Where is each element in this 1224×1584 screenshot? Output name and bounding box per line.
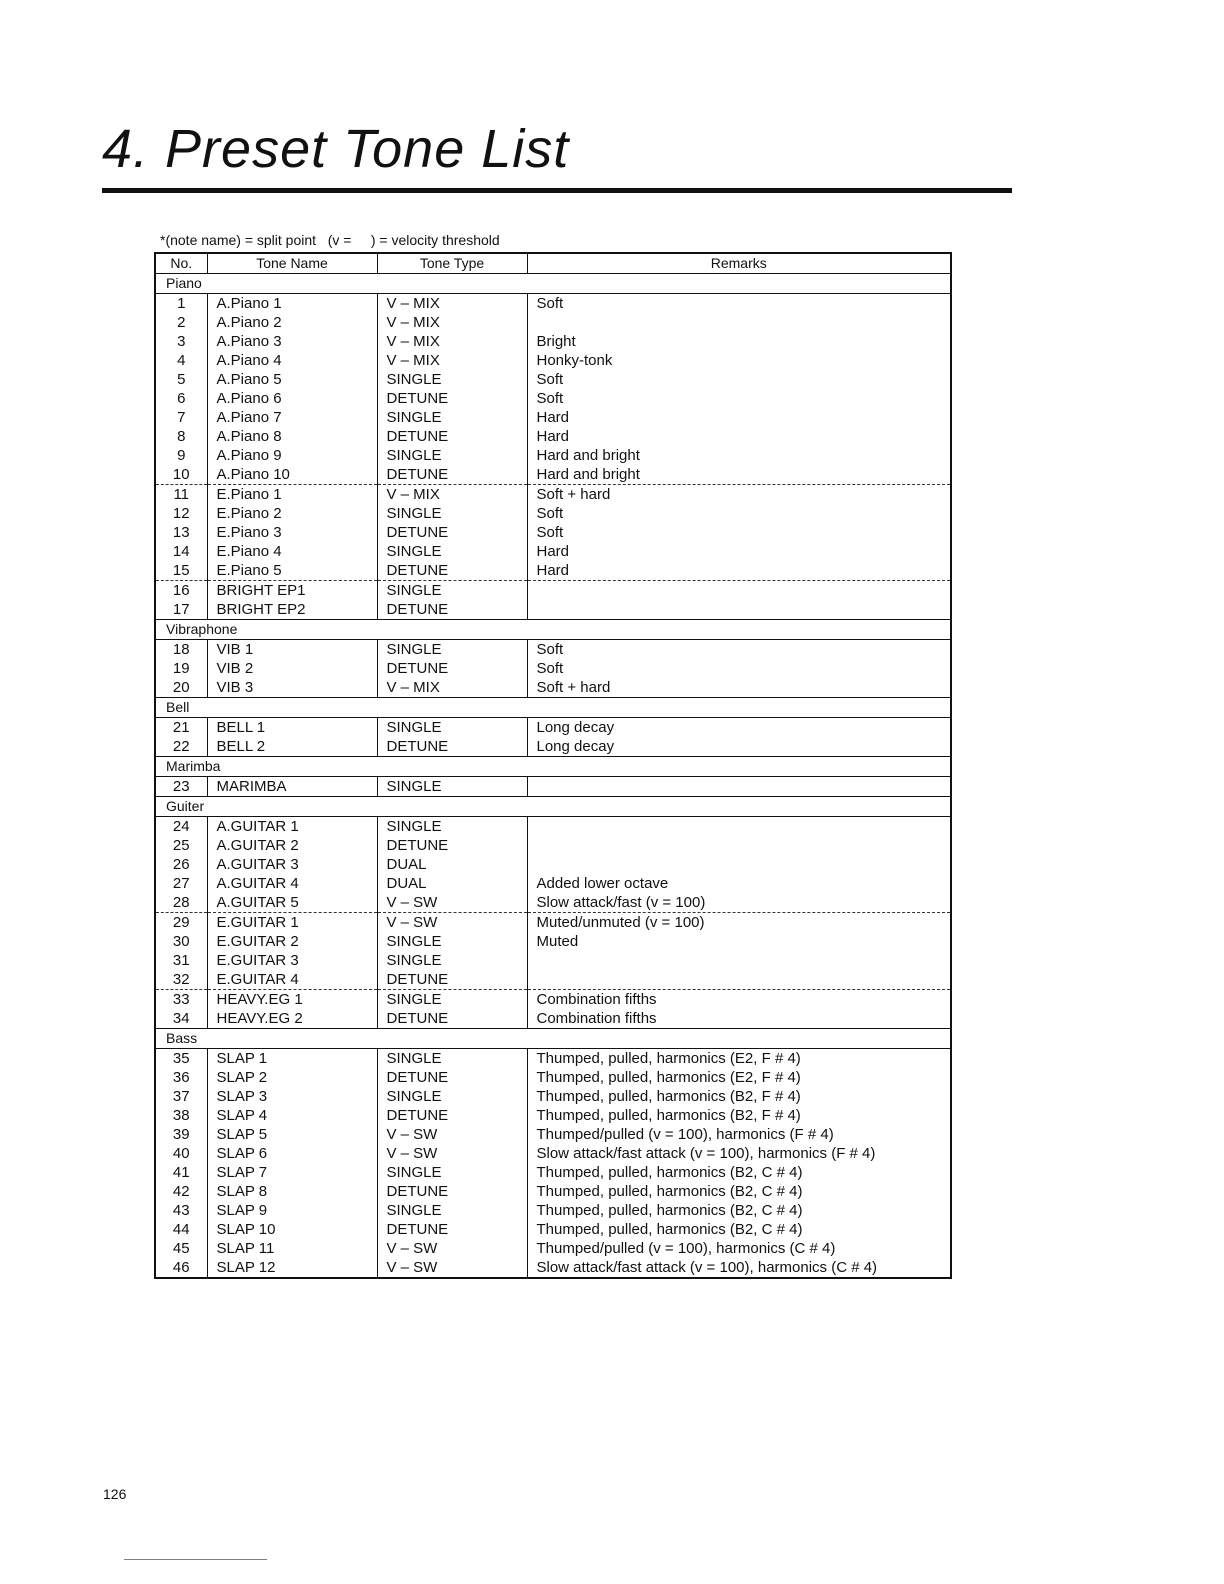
tone-remarks: Thumped, pulled, harmonics (B2, C # 4) bbox=[527, 1220, 951, 1239]
tone-number: 2 bbox=[177, 314, 186, 331]
table-row bbox=[155, 427, 951, 446]
table-row bbox=[155, 855, 951, 874]
table-header-row bbox=[155, 253, 951, 274]
tone-remarks: Added lower octave bbox=[527, 874, 951, 893]
tone-name: BRIGHT EP1 bbox=[207, 581, 377, 601]
tone-remarks bbox=[527, 581, 951, 601]
table-row bbox=[155, 294, 951, 314]
table-row bbox=[155, 874, 951, 893]
tone-number: 9 bbox=[177, 447, 186, 464]
tone-type: SINGLE bbox=[377, 1201, 527, 1220]
tone-type: SINGLE bbox=[377, 504, 527, 523]
tone-name: A.Piano 10 bbox=[207, 465, 377, 485]
tone-number: 38 bbox=[172, 1107, 190, 1124]
table-row bbox=[155, 504, 951, 523]
tone-number: 27 bbox=[172, 875, 190, 892]
table-row bbox=[155, 1087, 951, 1106]
category-row bbox=[155, 698, 951, 718]
header-tone-name: Tone Name bbox=[207, 253, 377, 274]
tone-number: 19 bbox=[172, 660, 190, 677]
tone-number: 30 bbox=[172, 933, 190, 950]
tone-name: E.GUITAR 2 bbox=[207, 932, 377, 951]
preset-tone-table bbox=[154, 252, 952, 1279]
category-row bbox=[155, 797, 951, 817]
category-row bbox=[155, 757, 951, 777]
tone-remarks: Thumped, pulled, harmonics (B2, C # 4) bbox=[527, 1201, 951, 1220]
tone-number: 8 bbox=[177, 428, 186, 445]
tone-number: 37 bbox=[172, 1088, 190, 1105]
tone-remarks bbox=[527, 855, 951, 874]
tone-name: E.Piano 2 bbox=[207, 504, 377, 523]
tone-remarks: Soft bbox=[527, 370, 951, 389]
tone-type: DUAL bbox=[377, 874, 527, 893]
tone-number: 5 bbox=[177, 371, 186, 388]
tone-remarks: Long decay bbox=[527, 737, 951, 757]
tone-name: SLAP 5 bbox=[207, 1125, 377, 1144]
tone-name: SLAP 8 bbox=[207, 1182, 377, 1201]
page-title: 4. Preset Tone List bbox=[102, 119, 570, 179]
tone-name: VIB 3 bbox=[207, 678, 377, 698]
tone-name: BELL 1 bbox=[207, 718, 377, 738]
tone-remarks bbox=[527, 836, 951, 855]
tone-type: DETUNE bbox=[377, 836, 527, 855]
tone-remarks: Soft bbox=[527, 523, 951, 542]
tone-type: SINGLE bbox=[377, 446, 527, 465]
table-row bbox=[155, 561, 951, 581]
tone-name: SLAP 11 bbox=[207, 1239, 377, 1258]
tone-name: A.GUITAR 3 bbox=[207, 855, 377, 874]
tone-type: V – MIX bbox=[377, 678, 527, 698]
tone-type: SINGLE bbox=[377, 951, 527, 970]
tone-number: 43 bbox=[172, 1202, 190, 1219]
table-row bbox=[155, 990, 951, 1010]
tone-type: DUAL bbox=[377, 855, 527, 874]
tone-number: 6 bbox=[177, 390, 186, 407]
table-row bbox=[155, 1125, 951, 1144]
tone-name: E.GUITAR 1 bbox=[207, 913, 377, 933]
tone-type: SINGLE bbox=[377, 542, 527, 561]
tone-name: SLAP 6 bbox=[207, 1144, 377, 1163]
table-row bbox=[155, 836, 951, 855]
tone-remarks: Slow attack/fast attack (v = 100), harmonics (F # 4) bbox=[527, 1144, 951, 1163]
table-row bbox=[155, 678, 951, 698]
tone-number: 44 bbox=[172, 1221, 190, 1238]
table-row bbox=[155, 718, 951, 738]
table-row bbox=[155, 1239, 951, 1258]
tone-type: V – MIX bbox=[377, 313, 527, 332]
tone-type: DETUNE bbox=[377, 970, 527, 990]
table-row bbox=[155, 600, 951, 620]
tone-remarks: Combination fifths bbox=[527, 990, 951, 1010]
tone-name: HEAVY.EG 2 bbox=[207, 1009, 377, 1029]
table-row bbox=[155, 659, 951, 678]
table-row bbox=[155, 313, 951, 332]
table-row bbox=[155, 446, 951, 465]
tone-type: DETUNE bbox=[377, 1068, 527, 1087]
tone-remarks bbox=[527, 600, 951, 620]
tone-number: 26 bbox=[172, 856, 190, 873]
tone-type: V – SW bbox=[377, 913, 527, 933]
tone-remarks: Thumped, pulled, harmonics (B2, C # 4) bbox=[527, 1182, 951, 1201]
tone-number: 33 bbox=[155, 990, 207, 1010]
tone-type: DETUNE bbox=[377, 659, 527, 678]
table-row bbox=[155, 1068, 951, 1087]
table-row bbox=[155, 332, 951, 351]
tone-number: 13 bbox=[172, 524, 190, 541]
tone-number: 42 bbox=[172, 1183, 190, 1200]
tone-type: V – SW bbox=[377, 1144, 527, 1163]
tone-remarks: Soft bbox=[527, 389, 951, 408]
tone-remarks: Honky-tonk bbox=[527, 351, 951, 370]
tone-name: A.Piano 2 bbox=[207, 313, 377, 332]
tone-type: SINGLE bbox=[377, 990, 527, 1010]
tone-type: V – MIX bbox=[377, 332, 527, 351]
table-row bbox=[155, 485, 951, 505]
tone-number: 18 bbox=[172, 641, 190, 658]
tone-remarks: Soft bbox=[527, 294, 951, 314]
table-row bbox=[155, 640, 951, 660]
category-label: Piano bbox=[155, 274, 951, 294]
tone-name: HEAVY.EG 1 bbox=[207, 990, 377, 1010]
table-row bbox=[155, 1009, 951, 1029]
tone-type: DETUNE bbox=[377, 465, 527, 485]
tone-number: 11 bbox=[155, 485, 207, 505]
tone-number: 14 bbox=[172, 543, 190, 560]
table-row bbox=[155, 1182, 951, 1201]
tone-remarks: Thumped, pulled, harmonics (E2, F # 4) bbox=[527, 1068, 951, 1087]
tone-type: SINGLE bbox=[377, 817, 527, 837]
tone-number: 21 bbox=[172, 719, 190, 736]
tone-remarks bbox=[527, 970, 951, 990]
tone-number: 4 bbox=[177, 352, 186, 369]
tone-remarks: Bright bbox=[527, 332, 951, 351]
tone-name: E.Piano 4 bbox=[207, 542, 377, 561]
tone-type: V – SW bbox=[377, 893, 527, 913]
tone-remarks: Thumped, pulled, harmonics (B2, C # 4) bbox=[527, 1163, 951, 1182]
table-row bbox=[155, 370, 951, 389]
header-no: No. bbox=[155, 253, 207, 274]
tone-number: 28 bbox=[172, 894, 190, 911]
tone-number: 36 bbox=[172, 1069, 190, 1086]
tone-name: A.GUITAR 5 bbox=[207, 893, 377, 913]
tone-type: DETUNE bbox=[377, 1009, 527, 1029]
table-row bbox=[155, 581, 951, 601]
table-row bbox=[155, 1049, 951, 1069]
tone-remarks: Long decay bbox=[527, 718, 951, 738]
tone-type: V – MIX bbox=[377, 485, 527, 505]
table-row bbox=[155, 737, 951, 757]
tone-name: VIB 1 bbox=[207, 640, 377, 660]
tone-type: SINGLE bbox=[377, 370, 527, 389]
table-row bbox=[155, 389, 951, 408]
bottom-line bbox=[124, 1559, 267, 1560]
tone-name: A.Piano 5 bbox=[207, 370, 377, 389]
tone-type: DETUNE bbox=[377, 1106, 527, 1125]
tone-number: 45 bbox=[172, 1240, 190, 1257]
tone-remarks: Hard and bright bbox=[527, 446, 951, 465]
tone-type: DETUNE bbox=[377, 600, 527, 620]
table-row bbox=[155, 1258, 951, 1278]
tone-type: DETUNE bbox=[377, 1182, 527, 1201]
tone-name: SLAP 1 bbox=[207, 1049, 377, 1069]
tone-type: V – MIX bbox=[377, 351, 527, 370]
tone-type: DETUNE bbox=[377, 427, 527, 446]
tone-remarks bbox=[527, 777, 951, 797]
tone-name: SLAP 2 bbox=[207, 1068, 377, 1087]
tone-number: 34 bbox=[172, 1010, 190, 1027]
tone-remarks: Slow attack/fast (v = 100) bbox=[527, 893, 951, 913]
tone-name: A.Piano 6 bbox=[207, 389, 377, 408]
tone-name: SLAP 7 bbox=[207, 1163, 377, 1182]
tone-name: BRIGHT EP2 bbox=[207, 600, 377, 620]
table-row bbox=[155, 951, 951, 970]
title-rule bbox=[102, 188, 1012, 193]
tone-name: SLAP 12 bbox=[207, 1258, 377, 1278]
tone-remarks: Thumped/pulled (v = 100), harmonics (C # 4) bbox=[527, 1239, 951, 1258]
tone-remarks: Muted/unmuted (v = 100) bbox=[527, 913, 951, 933]
table-row bbox=[155, 1201, 951, 1220]
tone-type: V – SW bbox=[377, 1125, 527, 1144]
tone-remarks: Soft bbox=[527, 504, 951, 523]
category-row bbox=[155, 274, 951, 294]
header-remarks: Remarks bbox=[527, 253, 951, 274]
tone-remarks: Combination fifths bbox=[527, 1009, 951, 1029]
category-label: Vibraphone bbox=[155, 620, 951, 640]
tone-name: VIB 2 bbox=[207, 659, 377, 678]
tone-name: SLAP 3 bbox=[207, 1087, 377, 1106]
table-row bbox=[155, 970, 951, 990]
tone-name: E.Piano 1 bbox=[207, 485, 377, 505]
tone-remarks: Hard and bright bbox=[527, 465, 951, 485]
tone-name: A.GUITAR 4 bbox=[207, 874, 377, 893]
tone-remarks bbox=[527, 817, 951, 837]
category-label: Marimba bbox=[155, 757, 951, 777]
tone-number: 25 bbox=[172, 837, 190, 854]
tone-remarks: Thumped/pulled (v = 100), harmonics (F # 4) bbox=[527, 1125, 951, 1144]
tone-number: 46 bbox=[172, 1259, 190, 1276]
table-row bbox=[155, 1106, 951, 1125]
tone-type: DETUNE bbox=[377, 561, 527, 581]
tone-number: 22 bbox=[172, 738, 190, 755]
tone-name: E.Piano 3 bbox=[207, 523, 377, 542]
tone-number: 16 bbox=[155, 581, 207, 601]
tone-number: 23 bbox=[172, 778, 190, 795]
tone-number: 3 bbox=[177, 333, 186, 350]
table-row bbox=[155, 893, 951, 913]
table-body bbox=[155, 274, 951, 1279]
category-label: Guiter bbox=[155, 797, 951, 817]
footnote: *(note name) = split point (v = ) = velocity threshold bbox=[160, 232, 500, 248]
tone-number: 24 bbox=[172, 818, 190, 835]
table-row bbox=[155, 932, 951, 951]
tone-name: A.Piano 9 bbox=[207, 446, 377, 465]
tone-name: A.Piano 8 bbox=[207, 427, 377, 446]
header-tone-type: Tone Type bbox=[377, 253, 527, 274]
tone-remarks: Hard bbox=[527, 542, 951, 561]
table-row bbox=[155, 913, 951, 933]
tone-remarks: Soft + hard bbox=[527, 485, 951, 505]
tone-type: V – SW bbox=[377, 1258, 527, 1278]
tone-number: 32 bbox=[172, 971, 190, 988]
tone-remarks: Hard bbox=[527, 561, 951, 581]
tone-type: SINGLE bbox=[377, 718, 527, 738]
tone-name: A.Piano 3 bbox=[207, 332, 377, 351]
tone-name: E.GUITAR 3 bbox=[207, 951, 377, 970]
tone-name: A.Piano 4 bbox=[207, 351, 377, 370]
tone-name: SLAP 4 bbox=[207, 1106, 377, 1125]
tone-number: 17 bbox=[172, 601, 190, 618]
tone-remarks: Hard bbox=[527, 427, 951, 446]
table-row bbox=[155, 465, 951, 485]
table-row bbox=[155, 1144, 951, 1163]
tone-type: SINGLE bbox=[377, 1163, 527, 1182]
tone-remarks: Muted bbox=[527, 932, 951, 951]
tone-number: 35 bbox=[172, 1050, 190, 1067]
table-row bbox=[155, 351, 951, 370]
tone-remarks: Soft bbox=[527, 659, 951, 678]
category-label: Bell bbox=[155, 698, 951, 718]
tone-number: 31 bbox=[172, 952, 190, 969]
tone-remarks: Thumped, pulled, harmonics (B2, F # 4) bbox=[527, 1106, 951, 1125]
tone-name: A.GUITAR 2 bbox=[207, 836, 377, 855]
tone-number: 15 bbox=[172, 562, 190, 579]
table-row bbox=[155, 408, 951, 427]
table-row bbox=[155, 542, 951, 561]
tone-type: V – MIX bbox=[377, 294, 527, 314]
tone-name: SLAP 10 bbox=[207, 1220, 377, 1239]
tone-type: V – SW bbox=[377, 1239, 527, 1258]
tone-remarks: Thumped, pulled, harmonics (E2, F # 4) bbox=[527, 1049, 951, 1069]
tone-type: SINGLE bbox=[377, 408, 527, 427]
tone-name: A.Piano 1 bbox=[207, 294, 377, 314]
tone-type: DETUNE bbox=[377, 523, 527, 542]
table-row bbox=[155, 1163, 951, 1182]
tone-name: A.GUITAR 1 bbox=[207, 817, 377, 837]
tone-name: E.GUITAR 4 bbox=[207, 970, 377, 990]
tone-number: 29 bbox=[155, 913, 207, 933]
category-row bbox=[155, 1029, 951, 1049]
tone-type: SINGLE bbox=[377, 1087, 527, 1106]
tone-type: SINGLE bbox=[377, 932, 527, 951]
tone-name: SLAP 9 bbox=[207, 1201, 377, 1220]
category-label: Bass bbox=[155, 1029, 951, 1049]
tone-remarks: Soft + hard bbox=[527, 678, 951, 698]
category-row bbox=[155, 620, 951, 640]
tone-number: 12 bbox=[172, 505, 190, 522]
tone-name: BELL 2 bbox=[207, 737, 377, 757]
tone-remarks: Hard bbox=[527, 408, 951, 427]
tone-type: SINGLE bbox=[377, 777, 527, 797]
tone-remarks bbox=[527, 951, 951, 970]
tone-remarks: Thumped, pulled, harmonics (B2, F # 4) bbox=[527, 1087, 951, 1106]
table-row bbox=[155, 817, 951, 837]
page-number: 126 bbox=[103, 1486, 127, 1502]
tone-type: DETUNE bbox=[377, 389, 527, 408]
tone-name: E.Piano 5 bbox=[207, 561, 377, 581]
tone-number: 1 bbox=[177, 295, 186, 312]
tone-number: 40 bbox=[172, 1145, 190, 1162]
tone-type: SINGLE bbox=[377, 1049, 527, 1069]
tone-name: A.Piano 7 bbox=[207, 408, 377, 427]
tone-remarks: Soft bbox=[527, 640, 951, 660]
tone-type: SINGLE bbox=[377, 581, 527, 601]
tone-number: 10 bbox=[172, 466, 190, 483]
tone-number: 20 bbox=[172, 679, 190, 696]
table-row bbox=[155, 777, 951, 797]
tone-remarks bbox=[527, 313, 951, 332]
tone-type: DETUNE bbox=[377, 737, 527, 757]
table-row bbox=[155, 1220, 951, 1239]
table-row bbox=[155, 523, 951, 542]
tone-type: SINGLE bbox=[377, 640, 527, 660]
tone-type: DETUNE bbox=[377, 1220, 527, 1239]
tone-remarks: Slow attack/fast attack (v = 100), harmonics (C # 4) bbox=[527, 1258, 951, 1278]
tone-name: MARIMBA bbox=[207, 777, 377, 797]
tone-number: 7 bbox=[177, 409, 186, 426]
tone-number: 41 bbox=[172, 1164, 190, 1181]
tone-number: 39 bbox=[172, 1126, 190, 1143]
